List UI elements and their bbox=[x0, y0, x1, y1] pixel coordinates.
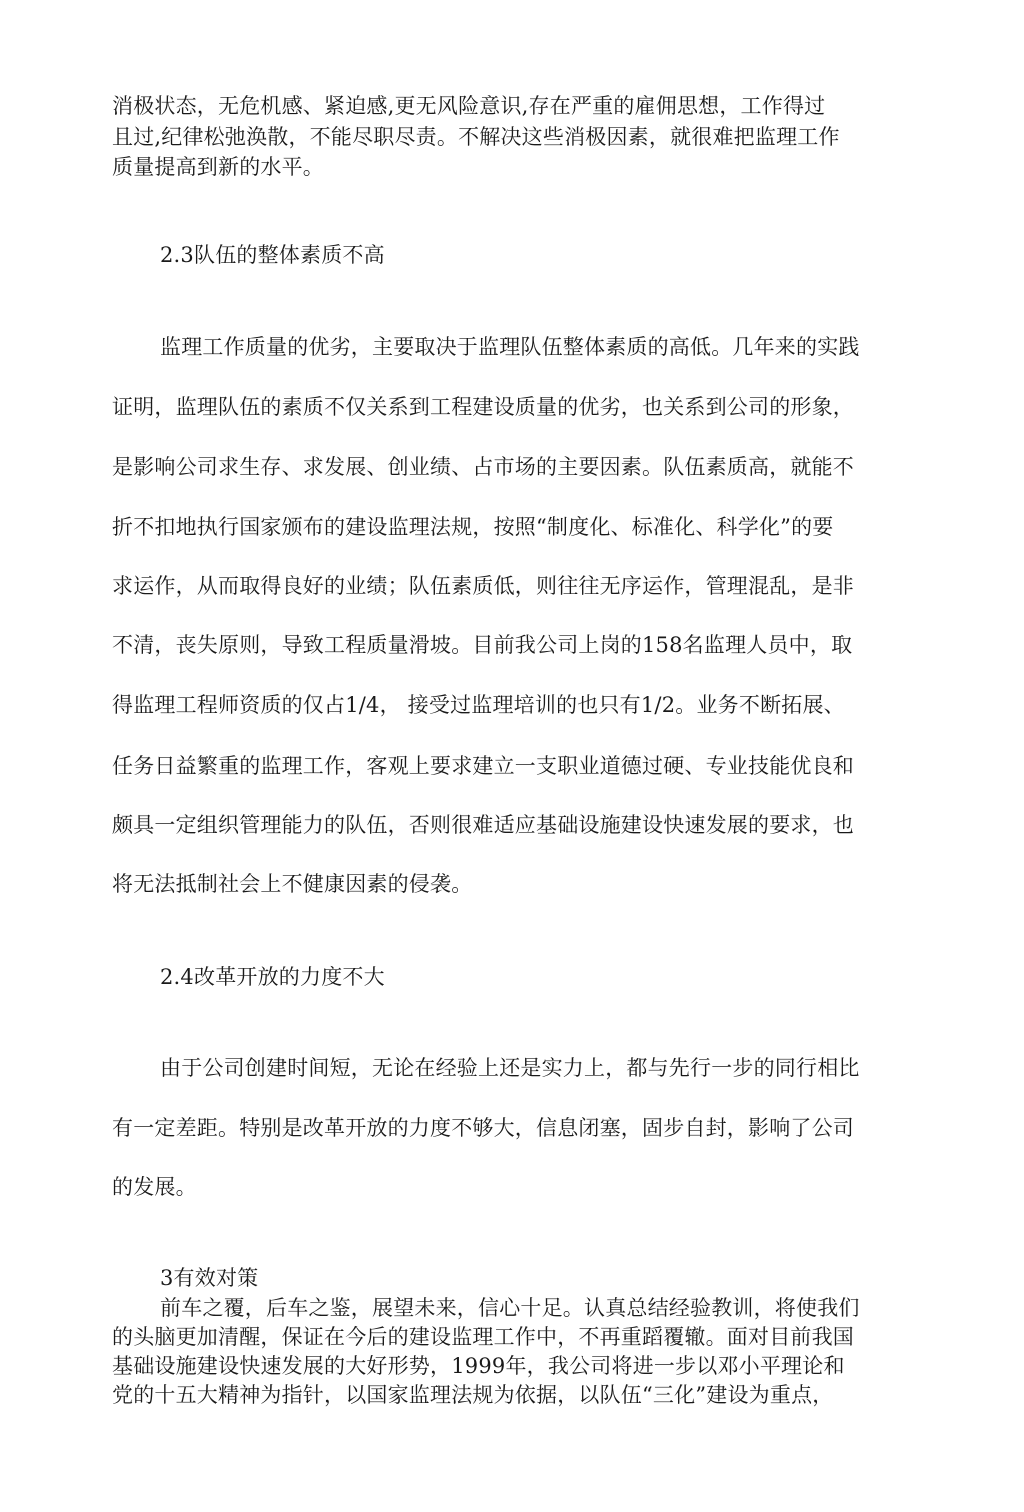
text-line: 质量提高到新的水平。 bbox=[112, 155, 324, 179]
text-line: 的发展。 bbox=[112, 1175, 197, 1199]
section-heading: 2.4改革开放的力度不大 bbox=[160, 965, 385, 989]
text-line: 且过,纪律松弛涣散，不能尽职尽责。不解决这些消极因素，就很难把监理工作 bbox=[112, 125, 840, 149]
section-heading: 2.3队伍的整体素质不高 bbox=[160, 243, 385, 267]
text-line: 党的十五大精神为指针，以国家监理法规为依据，以队伍“三化”建设为重点， bbox=[112, 1383, 834, 1407]
text-line: 任务日益繁重的监理工作，客观上要求建立一支职业道德过硬、专业技能优良和 bbox=[112, 754, 854, 778]
text-line: 消极状态，无危机感、紧迫感,更无风险意识,存在严重的雇佣思想，工作得过 bbox=[112, 94, 826, 118]
text-line: 监理工作质量的优劣，主要取决于监理队伍整体素质的高低。几年来的实践 bbox=[160, 335, 860, 359]
text-line: 将无法抵制社会上不健康因素的侵袭。 bbox=[112, 872, 473, 896]
text-line: 是影响公司求生存、求发展、创业绩、占市场的主要因素。队伍素质高，就能不 bbox=[112, 455, 854, 479]
text-line: 前车之覆，后车之鉴，展望未来，信心十足。认真总结经验教训，将使我们 bbox=[160, 1296, 860, 1320]
text-line: 证明，监理队伍的素质不仅关系到工程建设质量的优劣，也关系到公司的形象， bbox=[112, 395, 854, 419]
text-line: 基础设施建设快速发展的大好形势，1999年，我公司将进一步以邓小平理论和 bbox=[112, 1354, 845, 1378]
section-heading: 3有效对策 bbox=[160, 1266, 259, 1290]
text-line: 折不扣地执行国家颁布的建设监理法规，按照“制度化、标准化、科学化”的要 bbox=[112, 515, 834, 539]
text-line: 颇具一定组织管理能力的队伍，否则很难适应基础设施建设快速发展的要求，也 bbox=[112, 813, 854, 837]
text-line: 由于公司创建时间短，无论在经验上还是实力上，都与先行一步的同行相比 bbox=[160, 1056, 860, 1080]
text-line: 有一定差距。特别是改革开放的力度不够大，信息闭塞，固步自封，影响了公司 bbox=[112, 1116, 854, 1140]
text-line: 的头脑更加清醒，保证在今后的建设监理工作中，不再重蹈覆辙。面对目前我国 bbox=[112, 1325, 854, 1349]
text-line: 不清，丧失原则，导致工程质量滑坡。目前我公司上岗的158名监理人员中，取 bbox=[112, 633, 853, 657]
text-line: 得监理工程师资质的仅占1/4， 接受过监理培训的也只有1/2。业务不断拓展、 bbox=[112, 693, 845, 717]
text-line: 求运作，从而取得良好的业绩；队伍素质低，则往往无序运作，管理混乱，是非 bbox=[112, 574, 854, 598]
